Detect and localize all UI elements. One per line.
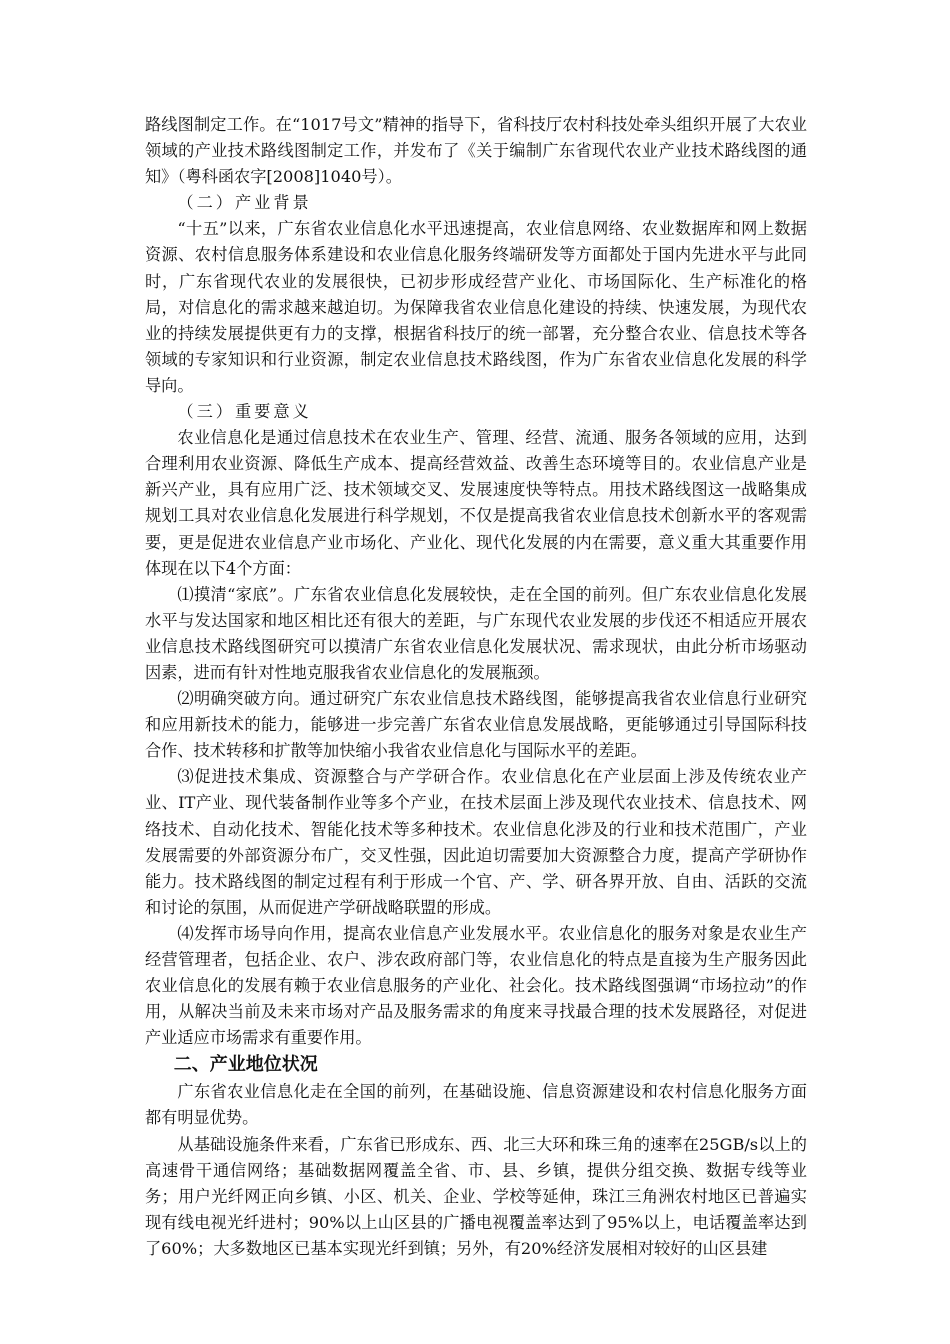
paragraph-point-3: ⑶促进技术集成、资源整合与产学研合作。农业信息化在产业层面上涉及传统农业产业、IT产业、现代装备制作业等多个产业，在技术层面上涉及现代农业技术、信息技术、网络技术、自动化技术、智能化技术等多种技术。农业信息化涉及的行业和技术范围广，产业发展需要的外部资源分布广，交叉性强，因此迫切需要加大资源整合力度，提高产学研协作能力。技术路线图的制定过程有利于形成一个官、产、学、研各界开放、自由、活跃的交流和讨论的氛围，从而促进产学研战略联盟的形成。 (145, 767, 807, 917)
paragraph-industry-background: “十五”以来，广东省农业信息化水平迅速提高，农业信息网络、农业数据库和网上数据资源、农村信息服务体系建设和农业信息化服务终端研发等方面都处于国内先进水平与此同时，广东省现代农业的发展很快，已初步形成经营产业化、市场国际化、生产标准化的格局，对信息化的需求越来越迫切。为保障我省农业信息化建设的持续、快速发展，为现代农业的持续发展提供更有力的支撑，根据省科技厅的统一部署，充分整合农业、信息技术等各领域的专家知识和行业资源，制定农业信息技术路线图，作为广东省农业信息化发展的科学导向。 (145, 219, 807, 395)
paragraph-significance: 农业信息化是通过信息技术在农业生产、管理、经营、流通、服务各领域的应用，达到合理利用农业资源、降低生产成本、提高经营效益、改善生态环境等目的。农业信息产业是新兴产业，具有应用广泛、技术领域交叉、发展速度快等特点。用技术路线图这一战略集成规划工具对农业信息化发展进行科学规划，不仅是提高我省农业信息技术创新水平的客观需要，更是促进农业信息产业市场化、产业化、现代化发展的内在需要，意义重大其重要作用体现在以下4个方面： (145, 428, 807, 578)
paragraph-point-2: ⑵明确突破方向。通过研究广东农业信息技术路线图，能够提高我省农业信息行业研究和应用新技术的能力，能够进一步完善广东省农业信息发展战略，更能够通过引导国际科技合作、技术转移和扩散等加快缩小我省农业信息化与国际水平的差距。 (145, 689, 807, 761)
paragraph-industry-status: 广东省农业信息化走在全国的前列，在基础设施、信息资源建设和农村信息化服务方面都有明显优势。 (145, 1082, 807, 1128)
paragraph-point-4: ⑷发挥市场导向作用，提高农业信息产业发展水平。农业信息化的服务对象是农业生产经营管理者，包括企业、农户、涉农政府部门等，农业信息化的特点是直接为生产服务因此农业信息化的发展有赖于农业信息服务的产业化、社会化。技术路线图强调“市场拉动”的作用，从解决当前及未来市场对产品及服务需求的角度来寻找最合理的技术发展路径，对促进产业适应市场需求有重要作用。 (145, 923, 807, 1048)
section-heading-industry-status: 二、产业地位状况 (173, 1054, 318, 1076)
subheading-industry-background: （二）产业背景 (177, 193, 312, 213)
subheading-significance: （三）重要意义 (177, 402, 312, 422)
document-body (145, 112, 807, 1262)
paragraph-intro: 路线图制定工作。在“1017号文”精神的指导下，省科技厅农村科技处牵头组织开展了大农业领域的产业技术路线图制定工作，并发布了《关于编制广东省现代农业产业技术路线图的通知》（粤科函农字[2008]1040号）。 (145, 115, 807, 187)
paragraph-infrastructure: 从基础设施条件来看，广东省已形成东、西、北三大环和珠三角的速率在25GB/s以上的高速骨干通信网络；基础数据网覆盖全省、市、县、乡镇，提供分组交换、数据专线等业务；用户光纤网正向乡镇、小区、机关、企业、学校等延伸，珠江三角洲农村地区已普遍实现有线电视光纤进村；90%以上山区县的广播电视覆盖率达到了95%以上，电话覆盖率达到了60%；大多数地区已基本实现光纤到镇；另外，有20%经济发展相对较好的山区县建 (145, 1134, 807, 1258)
paragraph-point-1: ⑴摸清“家底”。广东省农业信息化发展较快，走在全国的前列。但广东农业信息化发展水平与发达国家和地区相比还有很大的差距，与广东现代农业发展的步伐还不相适应开展农业信息技术路线图研究可以摸清广东省农业信息化发展状况、需求现状，由此分析市场驱动因素，进而有针对性地克服我省农业信息化的发展瓶颈。 (145, 584, 807, 682)
